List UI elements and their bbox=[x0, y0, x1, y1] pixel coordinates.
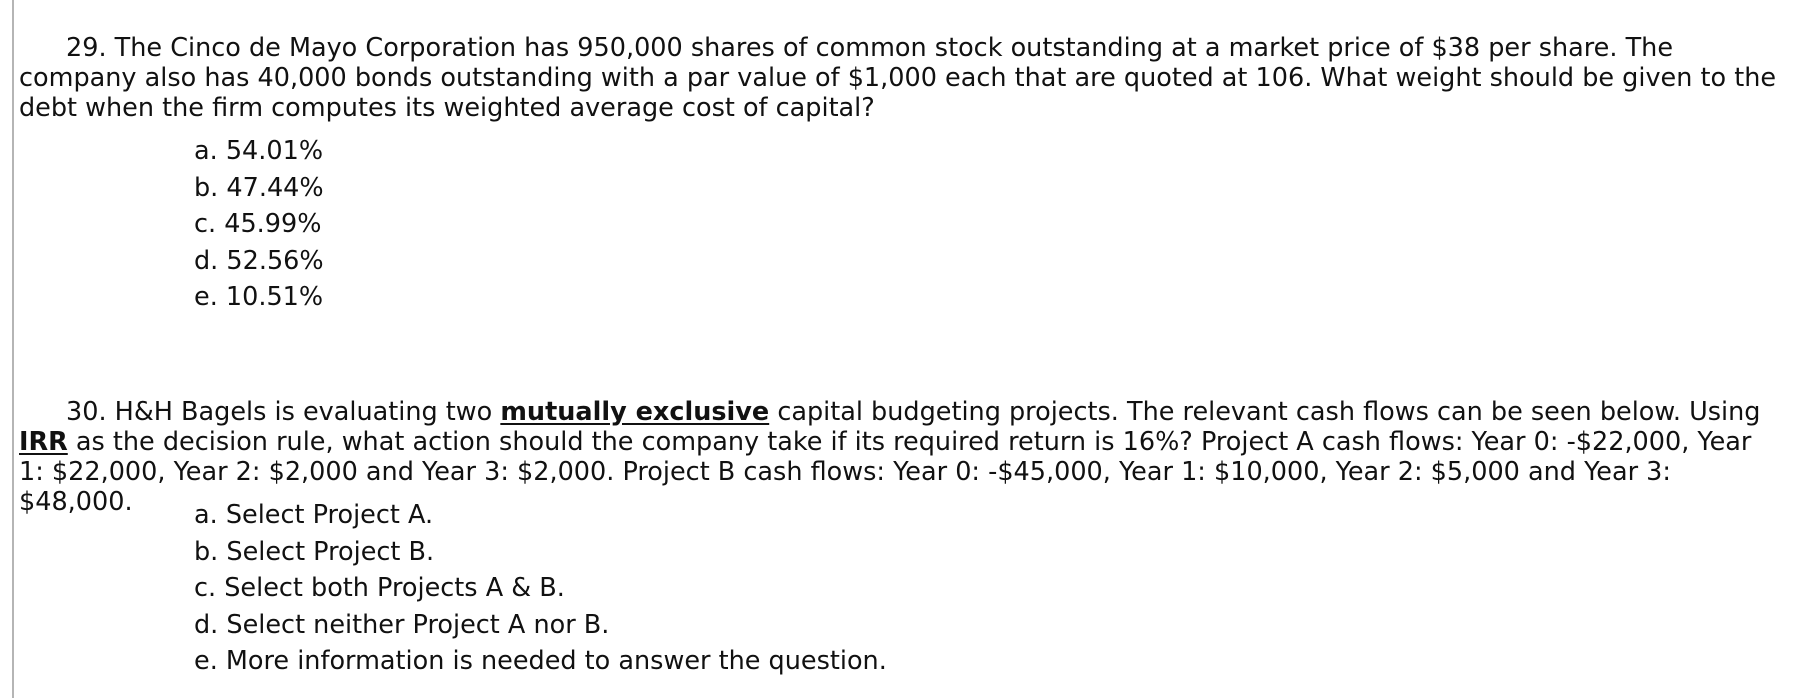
answer-option: a. Select Project A. bbox=[194, 500, 434, 530]
emphasized-term: mutually exclusive bbox=[500, 397, 770, 427]
answer-option: e. More information is needed to answer the question. bbox=[194, 646, 887, 676]
answer-options-30 bbox=[194, 497, 887, 680]
question-stem-part: as the decision rule, what action should the company take if its required return is 16%? Project A cash flows: Year 0: -$22,000, Year 1: $22,000, Year 2: $2,000 and Year 3: $2,000. Project B cash flows: Year 0: -$45,000, Year 1: $10,000, Year 2: $5,000 and Year 3: $48,000. bbox=[19, 427, 1752, 517]
question-stem-part: H&H Bagels is evaluating two bbox=[114, 397, 493, 427]
answer-option: a. 54.01% bbox=[194, 136, 324, 166]
answer-option: d. 52.56% bbox=[194, 245, 324, 276]
answer-options-29 bbox=[194, 133, 324, 316]
question-stem-part: capital budgeting projects. The relevant cash flows can be seen below. Using bbox=[777, 397, 1761, 427]
answer-option: b. Select Project B. bbox=[194, 536, 435, 567]
question-stem: The Cinco de Mayo Corporation has 950,000 shares of common stock outstanding at a market price of $38 per share. The company also has 40,000 bonds outstanding with a par value of $1,000 each that are quoted at 106. What weight should be given to the debt when the firm computes its weighted average cost of capital? bbox=[19, 33, 1777, 123]
question-number: 30. bbox=[66, 397, 107, 427]
emphasized-term: IRR bbox=[19, 427, 68, 457]
answer-option: b. 47.44% bbox=[194, 172, 324, 203]
left-border-rule bbox=[12, 0, 14, 698]
answer-option: e. 10.51% bbox=[194, 282, 324, 312]
question-29 bbox=[19, 33, 1779, 123]
answer-option: c. Select both Projects A & B. bbox=[194, 573, 565, 603]
answer-option: d. Select neither Project A nor B. bbox=[194, 609, 610, 640]
question-number: 29. bbox=[66, 33, 107, 63]
answer-option: c. 45.99% bbox=[194, 209, 322, 239]
